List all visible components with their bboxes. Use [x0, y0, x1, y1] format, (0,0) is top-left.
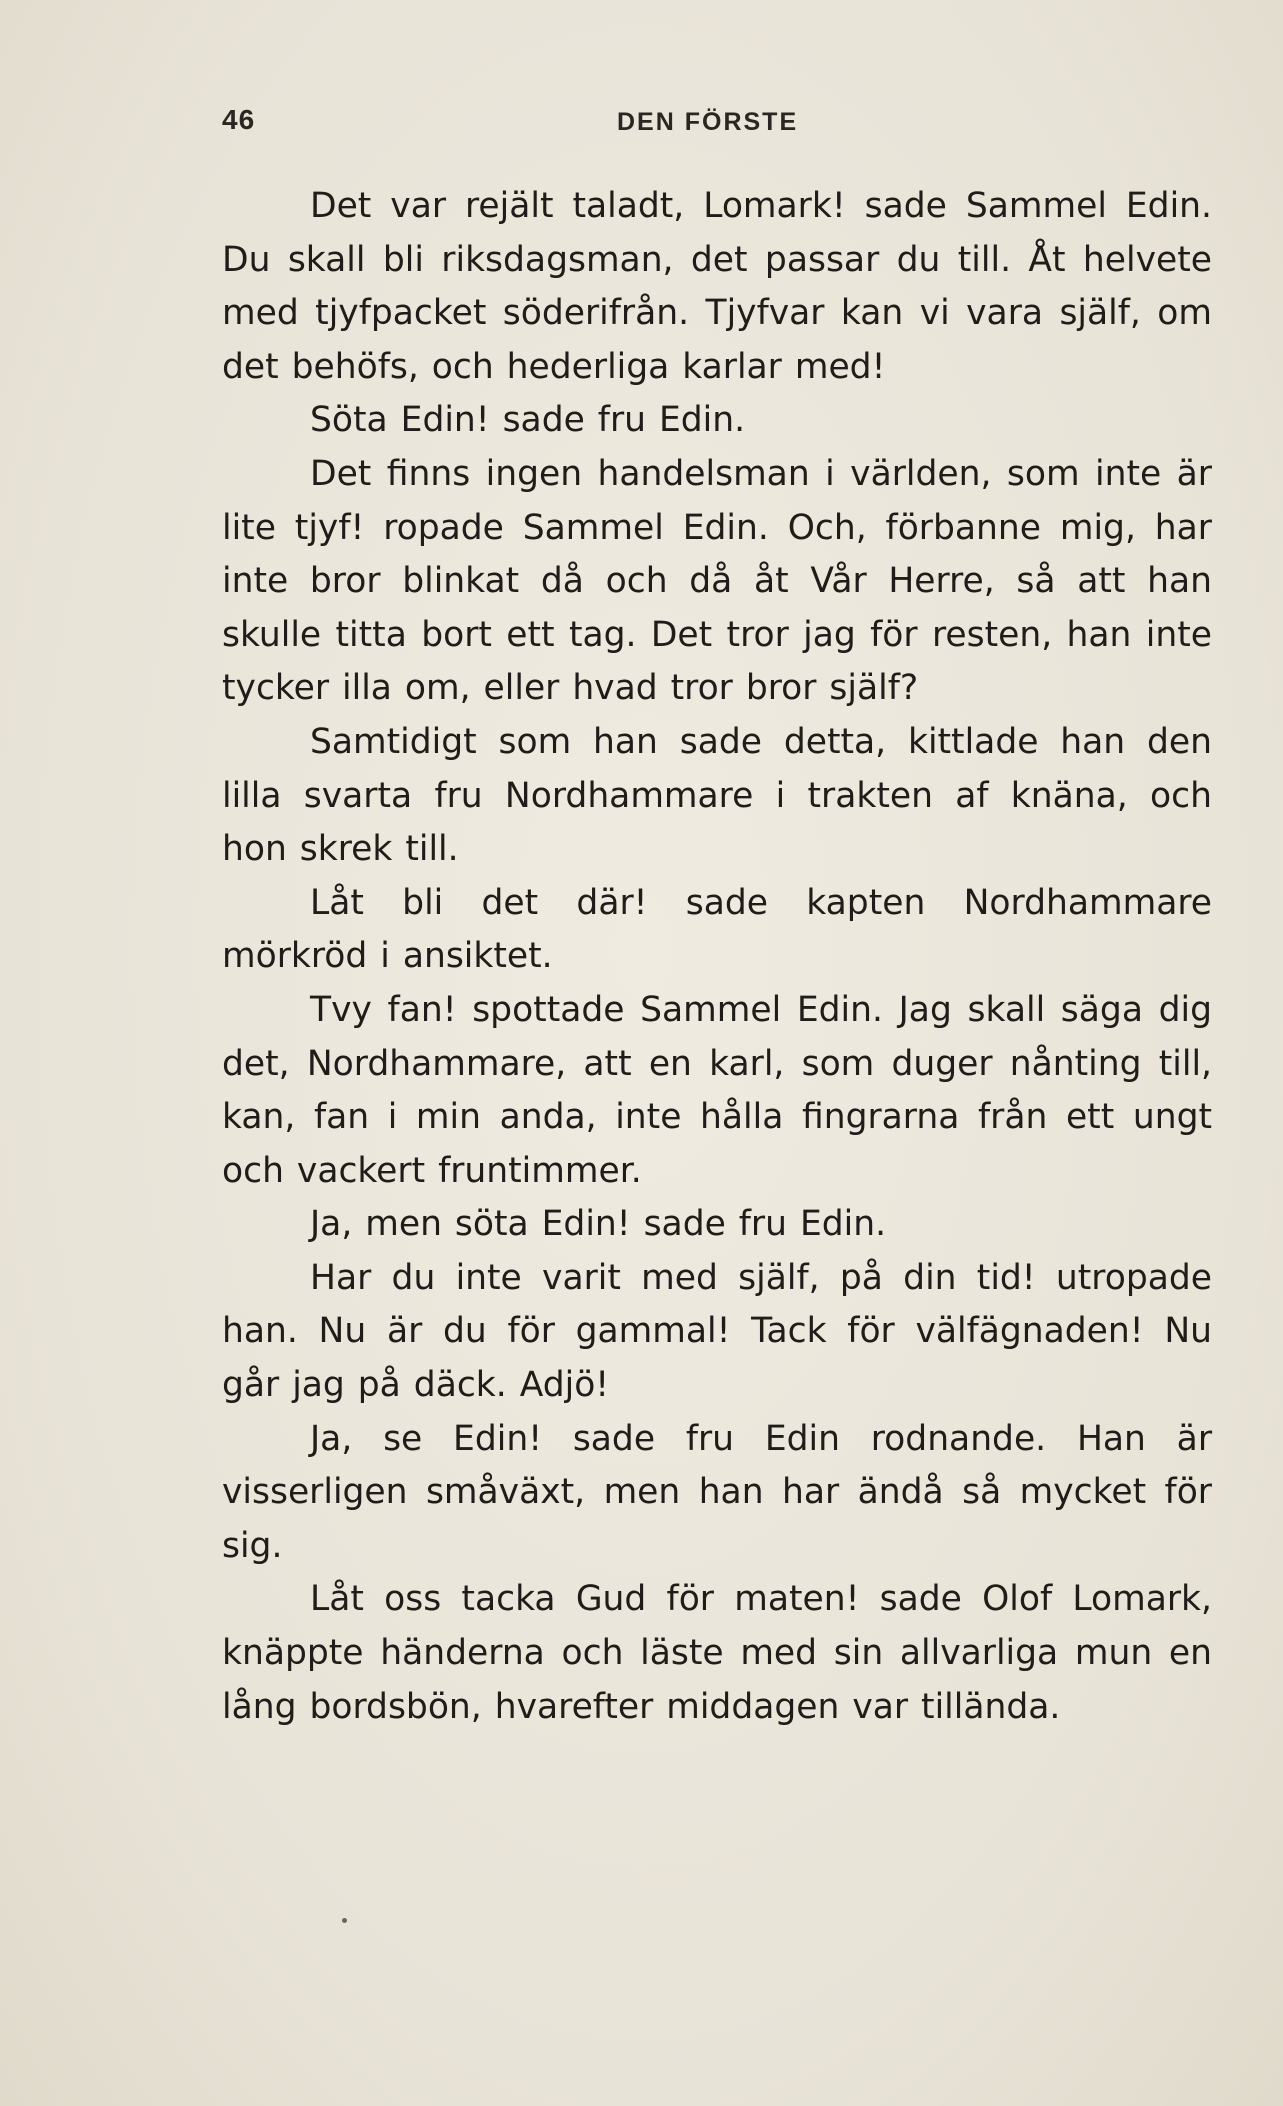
body-text — [222, 180, 1212, 1734]
paragraph: Ja, se Edin! sade fru Edin rodnande. Han är visserligen småväxt, men han har ändå så mycket för sig. — [222, 1418, 1212, 1566]
print-speck — [342, 1918, 347, 1923]
paragraph: Har du inte varit med själf, på din tid! utropade han. Nu är du för gammal! Tack för välfägnaden! Nu går jag på däck. Adjö! — [222, 1257, 1212, 1406]
paragraph: Tvy fan! spottade Sammel Edin. Jag skall säga dig det, Nordhammare, att en karl, som duger nånting till, kan, fan i min anda, inte hålla fingrarna från ett ungt och vackert fruntimmer. — [222, 989, 1212, 1191]
paragraph: Låt oss tacka Gud för maten! sade Olof Lomark, knäppte händerna och läste med sin allvarliga mun en lång bordsbön, hvarefter middagen var tilländа. — [222, 1579, 1212, 1727]
paragraph: Söta Edin! sade fru Edin. — [310, 400, 746, 441]
page-number: 46 — [222, 104, 256, 135]
paragraph: Samtidigt som han sade detta, kittlade han den lilla svarta fru Nordhammare i trakten af knäna, och hon skrek till. — [222, 721, 1212, 870]
running-title: DEN FÖRSTE — [617, 108, 799, 136]
paragraph: Låt bli det där! sade kapten Nordhammare mörkröd i ansiktet. — [222, 882, 1212, 977]
paragraph: Det var rejält taladt, Lomark! sade Sammel Edin. Du skall bli riksdagsman, det passar du till. Åt helvete med tjyfpacket söderifrån. Tjyfvar kan vi vara själf, om det behöfs, och hederliga karlar med! — [222, 186, 1212, 387]
paragraph: Det finns ingen handelsman i världen, som inte är lite tjyf! ropade Sammel Edin. Och, förbanne mig, har inte bror blinkat då och då åt Vår Herre, så att han skulle titta bort ett tag. Det tror jag för resten, han inte tycker illa om, eller hvad tror bror själf? — [222, 453, 1212, 709]
paragraph: Ja, men söta Edin! sade fru Edin. — [310, 1204, 887, 1245]
page-header — [222, 104, 1212, 144]
